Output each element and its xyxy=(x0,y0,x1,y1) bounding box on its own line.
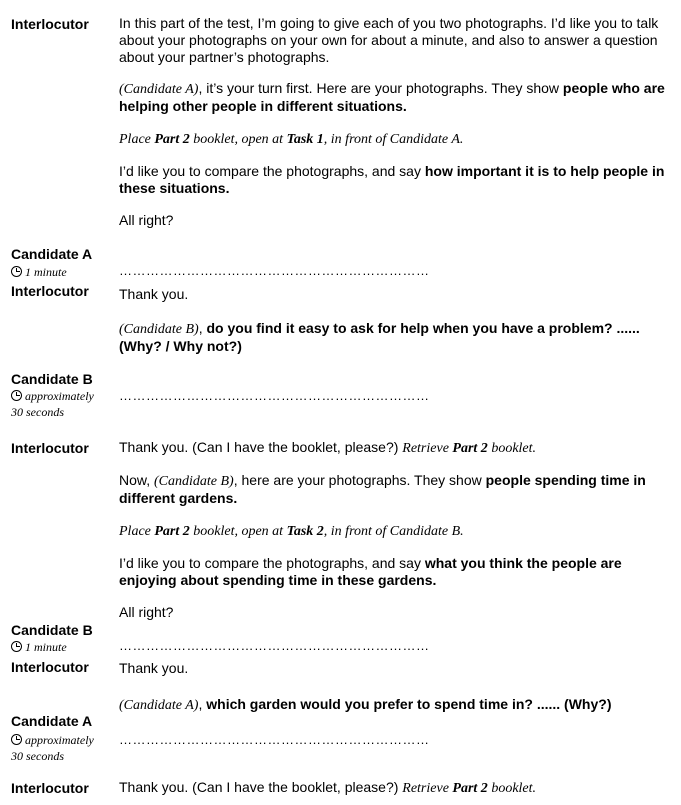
speaker-interlocutor: Interlocutor xyxy=(11,780,89,796)
direction-run: booklet. xyxy=(487,781,537,796)
script-paragraph xyxy=(119,320,669,355)
text-run-bold: people who are helping other people in different situations. xyxy=(119,80,665,114)
text-run: I’d like you to compare the photographs, and say xyxy=(119,163,425,179)
direction-run: booklet. xyxy=(487,441,537,456)
response-line: …………………………………………………………… xyxy=(119,388,430,403)
timer-note-line2 xyxy=(11,749,64,764)
text-run: , xyxy=(198,696,207,712)
text-run: Thank you. (Can I have the booklet, please?) xyxy=(119,779,403,795)
response-line: …………………………………………………………… xyxy=(119,263,430,278)
text-run: , it’s your turn first. Here are your photographs. They show xyxy=(198,80,563,96)
speaker-candidate-a: Candidate A xyxy=(11,246,93,262)
direction-run: Place xyxy=(119,132,155,147)
script-paragraph: All right? xyxy=(119,604,174,620)
stage-direction xyxy=(119,130,669,148)
script-paragraph xyxy=(119,779,669,797)
script-paragraph xyxy=(119,696,669,714)
speaker-interlocutor: Interlocutor xyxy=(11,16,89,32)
speaker-interlocutor: Interlocutor xyxy=(11,440,89,456)
response-line: …………………………………………………………… xyxy=(119,732,430,747)
text-run: , xyxy=(198,320,207,336)
direction-run-bold: Task 1 xyxy=(286,132,324,147)
timer-text: 30 seconds xyxy=(11,405,64,419)
direction-run: Retrieve xyxy=(402,781,453,796)
candidate-placeholder: (Candidate A) xyxy=(119,698,199,713)
speaker-candidate-b: Candidate B xyxy=(11,622,93,638)
speaker-interlocutor: Interlocutor xyxy=(11,659,89,675)
timer-note xyxy=(11,265,67,280)
text-run-bold: which garden would you prefer to spend time in? ...... (Why?) xyxy=(206,696,612,712)
timer-text: approximately xyxy=(25,733,94,747)
response-line: …………………………………………………………… xyxy=(119,638,430,653)
direction-run-bold: Part 2 xyxy=(154,132,190,147)
timer-note xyxy=(11,389,94,404)
text-run: , here are your photographs. They show xyxy=(233,472,486,488)
direction-run: Place xyxy=(119,524,155,539)
direction-run-bold: Part 2 xyxy=(452,781,488,796)
script-paragraph: In this part of the test, I’m going to give each of you two photographs. I’d like you to talk about your photographs on your own for about a minute, and also to answer a question about your partner’s photographs. xyxy=(119,15,659,65)
text-run-bold: how important it is to help people in these situations. xyxy=(119,163,665,196)
text-run-bold: people spending time in different gardens. xyxy=(119,472,646,506)
text-run-bold: what you think the people are enjoying about spending time in these gardens. xyxy=(119,555,622,588)
direction-run: booklet, open at xyxy=(189,524,287,539)
clock-icon xyxy=(11,390,22,401)
candidate-placeholder: (Candidate B) xyxy=(119,322,199,337)
clock-icon xyxy=(11,734,22,745)
script-paragraph: Thank you. xyxy=(119,660,189,676)
speaker-candidate-b: Candidate B xyxy=(11,371,93,387)
timer-text: approximately xyxy=(25,389,94,403)
text-run: I’d like you to compare the photographs, and say xyxy=(119,555,425,571)
direction-run-bold: Part 2 xyxy=(154,524,190,539)
direction-run-bold: Task 2 xyxy=(286,524,324,539)
timer-note-line2 xyxy=(11,405,64,420)
timer-note xyxy=(11,733,94,748)
script-paragraph xyxy=(119,472,669,507)
direction-run: Retrieve xyxy=(402,441,453,456)
script-paragraph xyxy=(119,80,669,115)
direction-run: , in front of Candidate B. xyxy=(323,524,464,539)
direction-run: booklet, open at xyxy=(189,132,287,147)
candidate-placeholder: (Candidate B) xyxy=(154,474,234,489)
script-paragraph xyxy=(119,439,669,457)
script-paragraph: All right? xyxy=(119,212,174,228)
timer-text: 1 minute xyxy=(25,265,67,279)
clock-icon xyxy=(11,266,22,277)
text-run: Now, xyxy=(119,472,155,488)
candidate-placeholder: (Candidate A) xyxy=(119,82,199,97)
direction-run: , in front of Candidate A. xyxy=(323,132,464,147)
text-run-bold: do you find it easy to ask for help when you have a problem? ...... (Why? / Why not?) xyxy=(119,320,640,354)
timer-text: 1 minute xyxy=(25,640,67,654)
clock-icon xyxy=(11,641,22,652)
script-paragraph xyxy=(119,555,669,589)
speaker-interlocutor: Interlocutor xyxy=(11,283,89,299)
direction-run-bold: Part 2 xyxy=(452,441,488,456)
script-paragraph: Thank you. xyxy=(119,286,189,302)
stage-direction xyxy=(119,522,669,540)
speaker-candidate-a: Candidate A xyxy=(11,713,93,729)
timer-text: 30 seconds xyxy=(11,749,64,763)
text-run: Thank you. (Can I have the booklet, please?) xyxy=(119,439,403,455)
timer-note xyxy=(11,640,67,655)
script-paragraph xyxy=(119,163,669,197)
